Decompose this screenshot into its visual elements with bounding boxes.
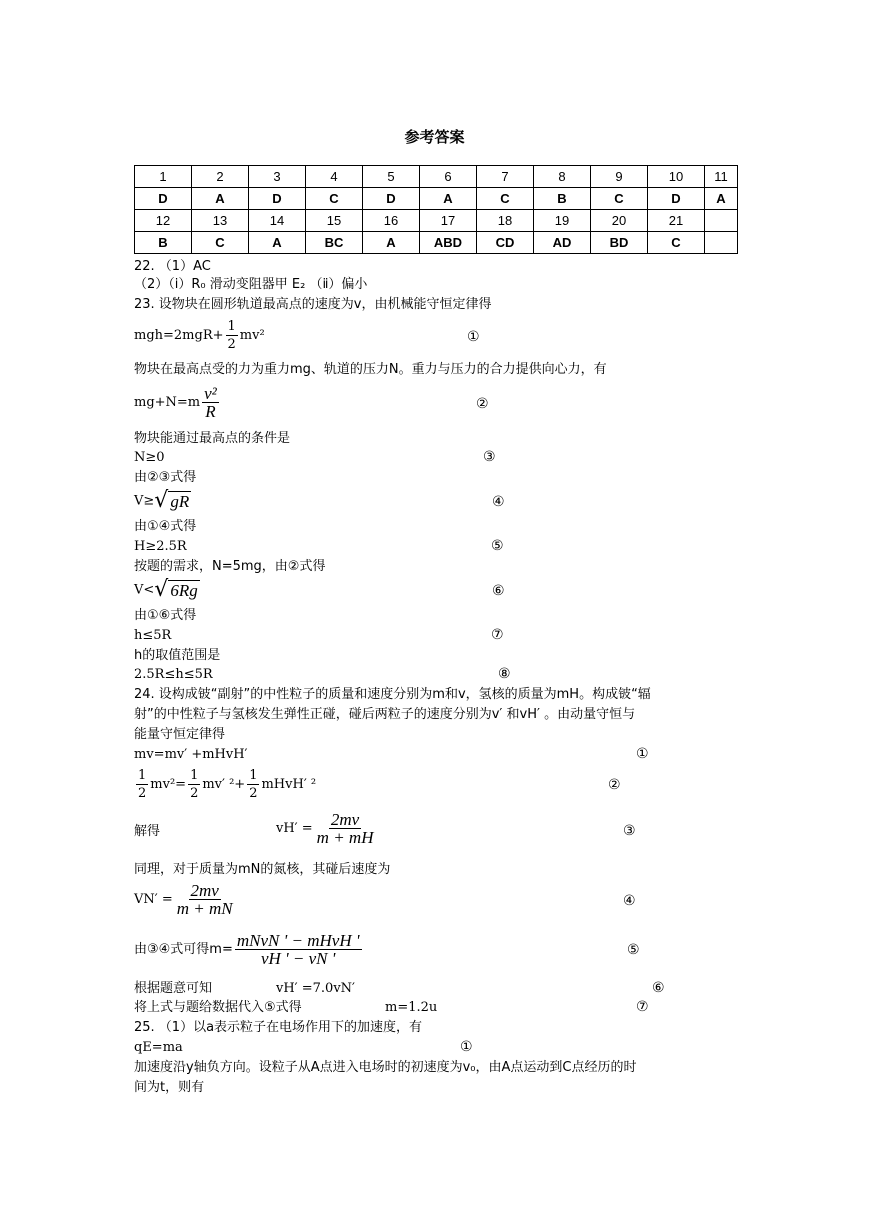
answer-24-intro-2: 射”的中性粒子与氢核发生弹性正碰，碰后两粒子的速度分别为v′ 和vH′ 。由动量守恒与 [134, 707, 636, 722]
table-cell: C [591, 188, 648, 210]
answer-22-part1: 22. （1）AC [134, 259, 211, 274]
text-substitute: 将上式与题给数据代入⑤式得 [134, 1000, 302, 1015]
table-cell: 16 [363, 210, 420, 232]
table-cell: D [249, 188, 306, 210]
table-cell: 11 [705, 166, 738, 188]
fraction-denominator: m + mH [316, 828, 374, 847]
answer-24-intro-1: 24. 设构成铍“副射”的中性粒子的质量和速度分别为m和v，氢核的质量为mH。构成铍“辐 [134, 687, 651, 702]
fraction-numerator: mNvN ' − mHvH ' [236, 931, 360, 950]
equation-23-5: H≥2.5R [134, 539, 187, 554]
equation-marker: ⑤ [491, 538, 504, 554]
table-cell: A [420, 188, 477, 210]
table-cell: A [705, 188, 738, 210]
text-solve: 解得 [134, 824, 161, 839]
equation-marker: ① [467, 329, 480, 345]
equation-marker: ① [460, 1039, 473, 1055]
text-same: 同理，对于质量为mN的氮核，其碰后速度为 [134, 862, 391, 877]
equation-marker: ④ [492, 494, 505, 510]
table-cell: 2 [192, 166, 249, 188]
answer-23-intro: 23. 设物块在圆形轨道最高点的速度为v，由机械能守恒定律得 [134, 297, 492, 312]
table-cell: 12 [135, 210, 192, 232]
equation-24-5 [134, 932, 364, 967]
equation-23-6 [134, 579, 200, 601]
table-cell: 13 [192, 210, 249, 232]
table-cell: 15 [306, 210, 363, 232]
equation-marker: ① [636, 746, 649, 762]
equation-marker: ⑤ [627, 942, 640, 958]
fraction-denominator: 2 [249, 786, 258, 801]
fraction-half [226, 318, 238, 353]
equation-marker: ⑦ [491, 627, 504, 643]
equation-marker: ⑥ [652, 980, 665, 996]
fraction-denominator: 2 [138, 786, 147, 801]
table-cell: 17 [420, 210, 477, 232]
table-cell: 18 [477, 210, 534, 232]
table-cell: BC [306, 232, 363, 254]
table-cell: C [192, 232, 249, 254]
fraction-numerator: 1 [190, 768, 199, 783]
equation-text: 由③④式可得m= [134, 942, 233, 957]
fraction-denominator: R [205, 402, 216, 421]
table-cell: C [648, 232, 705, 254]
equation-25-1: qE=ma [134, 1040, 183, 1055]
table-cell: D [363, 188, 420, 210]
fraction-numerator: 2mv [190, 881, 219, 900]
table-cell: 20 [591, 210, 648, 232]
fraction-numerator: 2mv [330, 810, 360, 829]
table-cell: D [135, 188, 192, 210]
equation-text: V< [134, 582, 155, 598]
table-cell: 10 [648, 166, 705, 188]
equation-text: mg+N=m [134, 395, 201, 410]
table-cell: A [192, 188, 249, 210]
equation-24-4 [134, 882, 237, 917]
table-cell: 14 [249, 210, 306, 232]
fraction-vn [175, 882, 235, 917]
equation-marker: ⑦ [636, 999, 649, 1015]
table-cell: C [306, 188, 363, 210]
radicand: 6Rg [170, 581, 198, 600]
equation-marker: ④ [623, 893, 636, 909]
table-cell: B [534, 188, 591, 210]
equation-23-2 [134, 385, 221, 420]
fraction-denominator: 2 [227, 337, 236, 352]
table-row [135, 232, 738, 254]
answer-22-part2: （2）（ⅰ）R₀ 滑动变阻器甲 E₂ （ⅱ）偏小 [134, 277, 368, 292]
equation-24-6: vH′ =7.0vN′ [276, 981, 356, 996]
table-cell: 3 [249, 166, 306, 188]
text-from-1-4: 由①④式得 [134, 519, 197, 534]
table-cell: BD [591, 232, 648, 254]
equation-text: V≥ [134, 493, 155, 509]
fraction-mass [235, 932, 362, 967]
table-cell [705, 232, 738, 254]
text-from-2-3: 由②③式得 [134, 470, 197, 485]
fraction-numerator: 1 [138, 768, 147, 783]
fraction-denominator: 2 [190, 786, 199, 801]
equation-24-1: mv=mv′ +mHvH′ [134, 747, 248, 762]
equation-text: vH′ = [276, 821, 313, 836]
table-cell: CD [477, 232, 534, 254]
fraction-denominator: vH ' − vN ' [260, 949, 336, 968]
radicand: gR [170, 492, 190, 511]
equation-text: mv²= [150, 777, 187, 792]
table-cell: 6 [420, 166, 477, 188]
table-row [135, 166, 738, 188]
page-title: 参考答案 [404, 128, 465, 146]
table-cell: 4 [306, 166, 363, 188]
table-cell: D [648, 188, 705, 210]
sqrt-icon: √ [154, 488, 169, 513]
equation-23-1 [134, 318, 265, 353]
equation-text: mgh=2mgR+ [134, 328, 224, 343]
fraction-numerator: 1 [227, 319, 236, 334]
equation-marker: ② [608, 777, 621, 793]
table-cell: B [135, 232, 192, 254]
fraction-half [247, 767, 259, 802]
text-known: 根据题意可知 [134, 981, 213, 996]
text-need: 按题的需求，N=5mg，由②式得 [134, 559, 326, 574]
equation-23-3: N≥0 [134, 450, 165, 465]
fraction-numerator: 1 [249, 768, 258, 783]
table-cell: A [249, 232, 306, 254]
equation-text: VN′ = [134, 892, 173, 907]
table-cell: ABD [420, 232, 477, 254]
equation-marker: ② [476, 396, 489, 412]
fraction-denominator: m + mN [176, 899, 233, 918]
equation-24-7: m=1.2u [385, 1000, 438, 1015]
table-cell: 5 [363, 166, 420, 188]
equation-23-8: 2.5R≤h≤5R [134, 667, 213, 682]
fraction-half [188, 767, 200, 802]
answer-25-text-1: 加速度沿y轴负方向。设粒子从A点进入电场时的初速度为v₀，由A点运动到C点经历的时 [134, 1060, 637, 1075]
equation-24-3 [276, 811, 377, 846]
table-cell: C [477, 188, 534, 210]
equation-marker: ③ [483, 449, 496, 465]
fraction-numerator: v² [204, 384, 217, 403]
table-cell: AD [534, 232, 591, 254]
radical-6rg [154, 579, 199, 601]
table-cell: A [363, 232, 420, 254]
table-row [135, 210, 738, 232]
table-cell: 21 [648, 210, 705, 232]
text-from-1-6: 由①⑥式得 [134, 608, 197, 623]
equation-23-7: h≤5R [134, 628, 172, 643]
table-row [135, 188, 738, 210]
answer-table [134, 165, 738, 254]
equation-marker: ⑥ [492, 583, 505, 599]
answer-24-intro-3: 能量守恒定律得 [134, 727, 226, 742]
text-condition: 物块能通过最高点的条件是 [134, 431, 291, 446]
equation-marker: ⑧ [498, 666, 511, 682]
table-cell: 9 [591, 166, 648, 188]
table-cell: 8 [534, 166, 591, 188]
text-range: h的取值范围是 [134, 648, 221, 663]
equation-23-4 [134, 490, 191, 512]
equation-marker: ③ [623, 823, 636, 839]
answer-25-text-2: 间为t，则有 [134, 1080, 205, 1095]
table-cell: 7 [477, 166, 534, 188]
equation-24-2 [134, 767, 316, 802]
table-cell: 19 [534, 210, 591, 232]
fraction-vh [315, 811, 376, 846]
sqrt-icon: √ [154, 577, 169, 602]
table-cell [705, 210, 738, 232]
equation-text: mv′ ²+ [202, 777, 246, 792]
fraction-v2-over-r [202, 385, 219, 420]
equation-text: mHvH′ ² [261, 777, 317, 792]
equation-text: mv² [239, 328, 265, 343]
text-force: 物块在最高点受的力为重力mg、轨道的压力N。重力与压力的合力提供向心力，有 [134, 362, 607, 377]
table-cell: 1 [135, 166, 192, 188]
radical-gr [154, 490, 191, 512]
answer-25-intro: 25. （1）以a表示粒子在电场作用下的加速度，有 [134, 1020, 423, 1035]
fraction-half [136, 767, 148, 802]
